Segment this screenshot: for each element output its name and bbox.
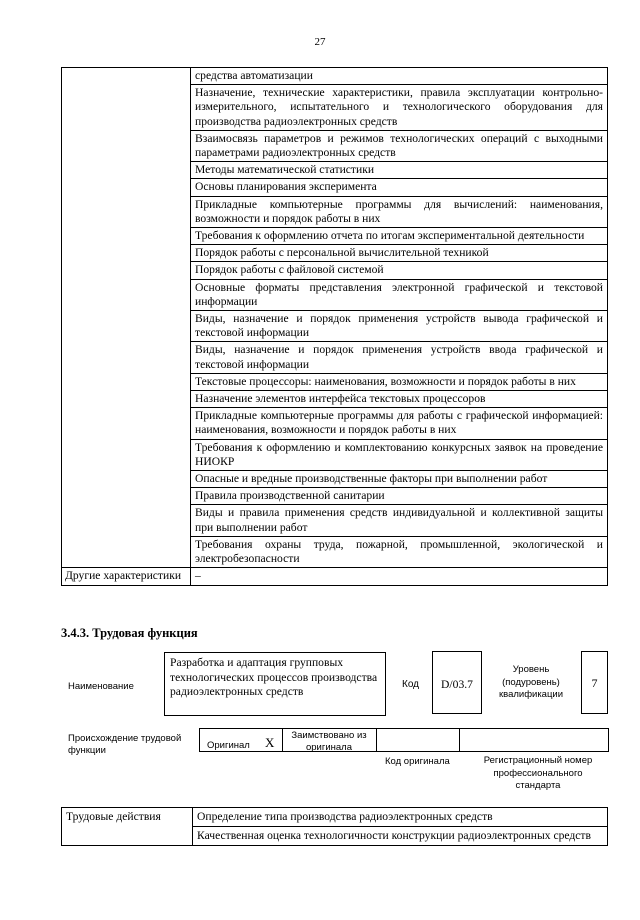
knowledge-item: Назначение элементов интерфейса текстовых процессоров	[191, 391, 608, 408]
knowledge-item: Методы математической статистики	[191, 162, 608, 179]
knowledge-label-cell	[62, 68, 191, 568]
original-mark: X	[265, 735, 275, 750]
knowledge-item: Виды, назначение и порядок применения устройств вывода графической и текстовой информации	[191, 311, 608, 342]
knowledge-item: Требования к оформлению отчета по итогам экспериментальной деятельности	[191, 228, 608, 245]
code-label: Код	[402, 679, 420, 690]
level-value: 7	[591, 676, 598, 690]
labor-actions-table	[61, 807, 608, 846]
other-characteristics-value: –	[191, 568, 608, 585]
knowledge-item: Виды и правила применения средств индивидуальной и коллективной защиты при выполнении работ	[191, 505, 608, 536]
knowledge-row	[62, 68, 608, 85]
labor-actions-label: Трудовые действия	[62, 808, 193, 846]
knowledge-item: Требования охраны труда, пожарной, промышленной, экологической и электробезопасности	[191, 536, 608, 567]
level-box	[581, 651, 608, 714]
origin-divider-2	[376, 728, 377, 752]
knowledge-item: Требования к оформлению и комплектованию конкурсных заявок на проведение НИОКР	[191, 439, 608, 470]
original-label: Оригинал	[207, 740, 250, 751]
function-name-box	[164, 652, 386, 716]
knowledge-item: Правила производственной санитарии	[191, 488, 608, 505]
origin-label: Происхождение трудовой функции	[68, 733, 182, 756]
origin-divider-1	[282, 728, 283, 752]
knowledge-item: средства автоматизации	[191, 68, 608, 85]
page-number: 27	[314, 36, 326, 48]
labor-action-row	[62, 808, 608, 827]
other-characteristics-label: Другие характеристики	[62, 568, 191, 585]
knowledge-item: Виды, назначение и порядок применения устройств ввода графической и текстовой информации	[191, 342, 608, 373]
code-original-caption: Код оригинала	[385, 756, 450, 767]
knowledge-item: Опасные и вредные производственные факторы при выполнении работ	[191, 471, 608, 488]
knowledge-item: Прикладные компьютерные программы для вычислений: наименования, возможности и порядок работы в них	[191, 196, 608, 227]
knowledge-item: Порядок работы с персональной вычислительной техникой	[191, 245, 608, 262]
name-label: Наименование	[68, 681, 134, 692]
knowledge-table	[61, 67, 608, 586]
labor-action-item: Качественная оценка технологичности конструкции радиоэлектронных средств	[193, 827, 608, 846]
reg-number-caption: Регистрационный номер профессионального стандарта	[483, 755, 593, 791]
knowledge-item: Основные форматы представления электронной графической и текстовой информации	[191, 279, 608, 310]
function-name-value: Разработка и адаптация групповых технологических процессов производства радиоэлектронных средств	[170, 656, 378, 699]
level-label: Уровень (подуровень) квалификации	[498, 664, 564, 700]
section-heading: 3.4.3. Трудовая функция	[61, 626, 198, 640]
origin-divider-3	[459, 728, 460, 752]
origin-box	[199, 728, 609, 752]
other-characteristics-row	[62, 568, 608, 585]
knowledge-item: Назначение, технические характеристики, правила эксплуатации контрольно-измерительного, испытательного и технологического оборудования для производства радиоэлектронных средств	[191, 85, 608, 131]
knowledge-item: Порядок работы с файловой системой	[191, 262, 608, 279]
knowledge-item: Основы планирования эксперимента	[191, 179, 608, 196]
knowledge-item: Текстовые процессоры: наименования, возможности и порядок работы в них	[191, 373, 608, 390]
code-value: D/03.7	[441, 678, 473, 691]
knowledge-item: Прикладные компьютерные программы для работы с графической информацией: наименования, возможности и порядок работы в них	[191, 408, 608, 439]
borrowed-label: Заимствовано из оригинала	[291, 730, 367, 753]
knowledge-item: Взаимосвязь параметров и режимов технологических операций с выходными параметрами радиоэлектронных средств	[191, 130, 608, 161]
code-box	[432, 651, 482, 714]
labor-action-item: Определение типа производства радиоэлектронных средств	[193, 808, 608, 827]
